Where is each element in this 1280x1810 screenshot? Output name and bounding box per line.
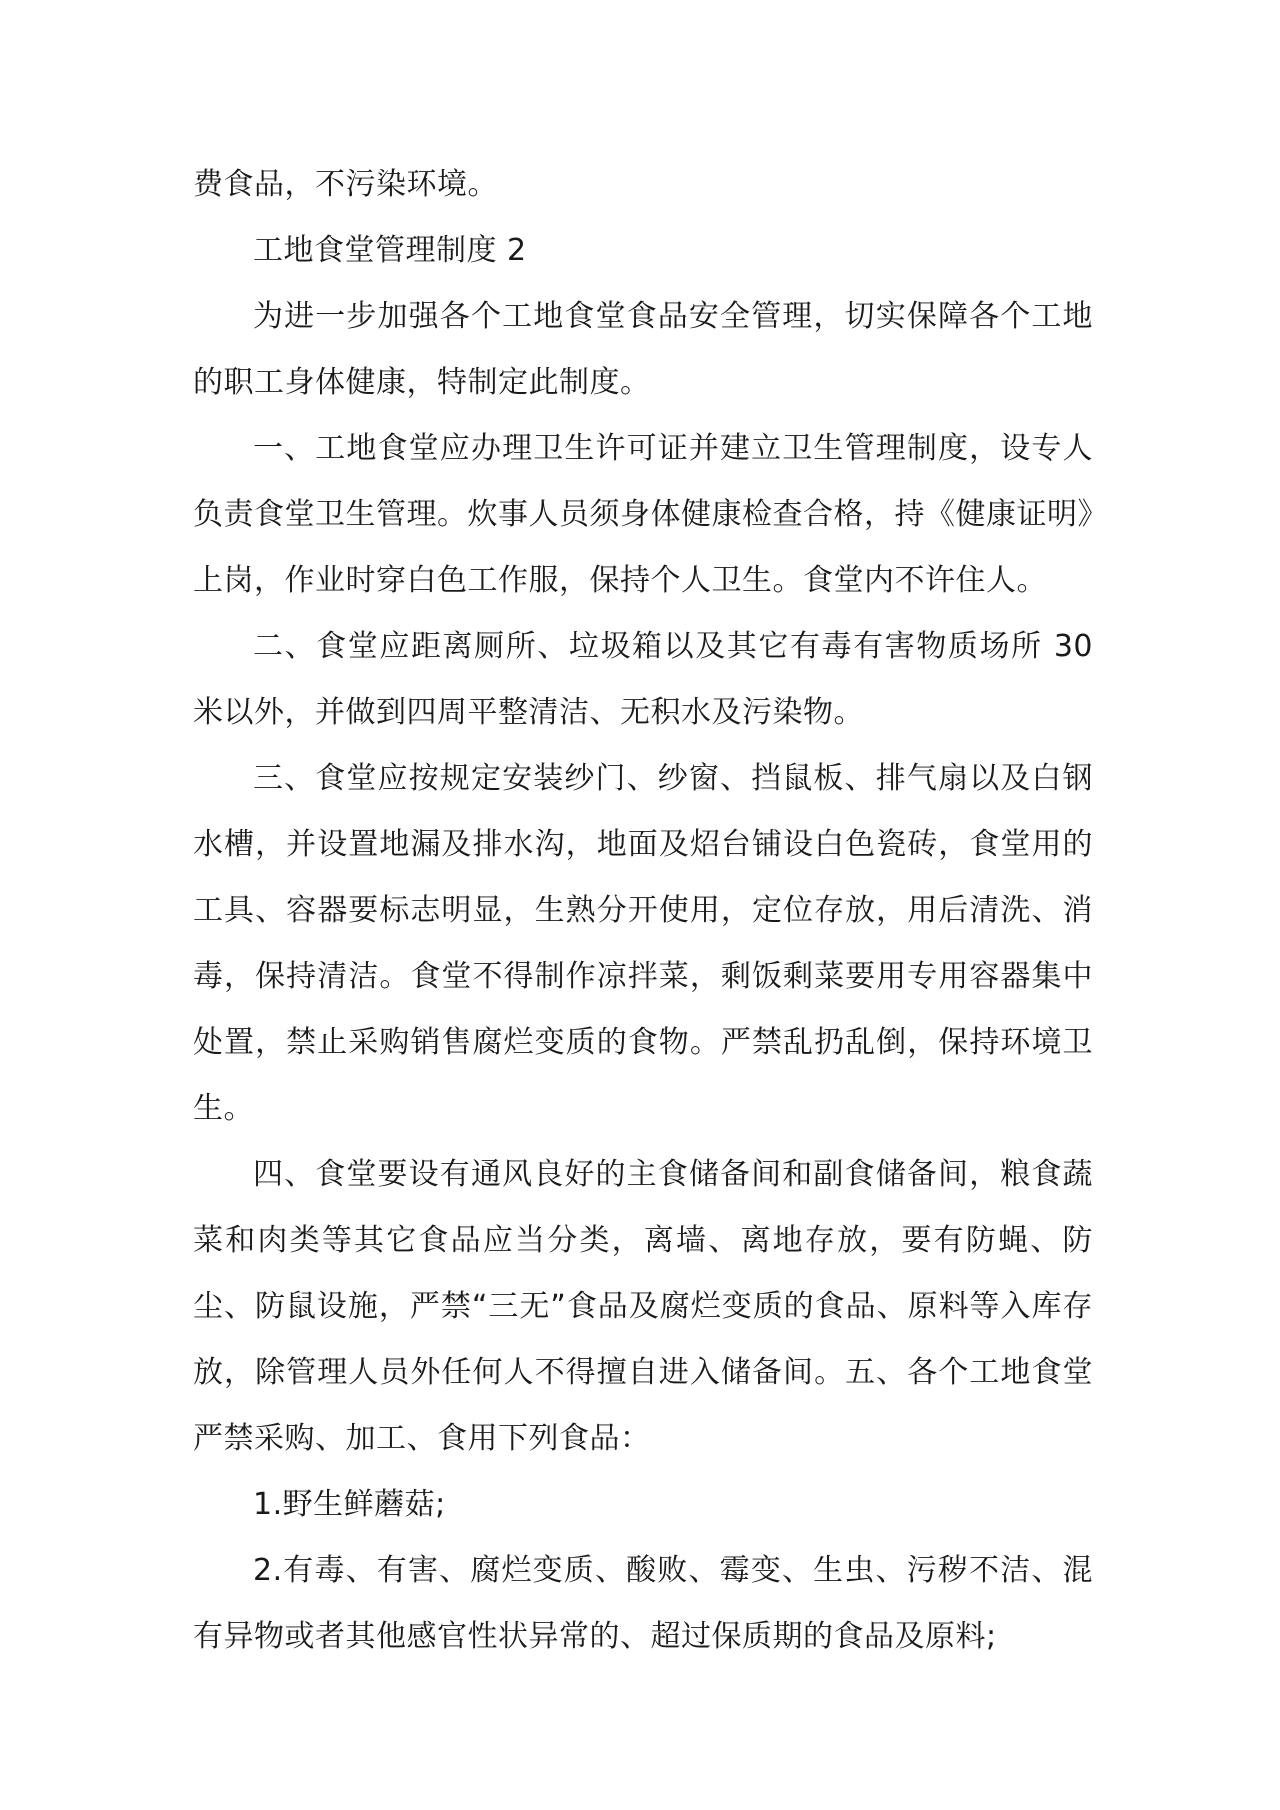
paragraph-item-1: 一、工地食堂应办理卫生许可证并建立卫生管理制度，设专人负责食堂卫生管理。炊事人员须身体健康检查合格，持《健康证明》上岗，作业时穿白色工作服，保持个人卫生。食堂内不许住人。 bbox=[193, 431, 1093, 598]
paragraph-continuation: 费食品，不污染环境。 bbox=[193, 167, 498, 202]
document-body bbox=[193, 152, 1093, 1670]
paragraph-item-2: 二、食堂应距离厕所、垃圾箱以及其它有毒有害物质场所 30 米以外，并做到四周平整清洁、无积水及污染物。 bbox=[193, 629, 1093, 730]
paragraph-item-4: 四、食堂要设有通风良好的主食储备间和副食储备间，粮食蔬菜和肉类等其它食品应当分类，离墙、离地存放，要有防蝇、防尘、防鼠设施，严禁“三无”食品及腐烂变质的食品、原料等入库存放，除管理人员外任何人不得擅自进入储备间。五、各个工地食堂严禁采购、加工、食用下列食品： bbox=[193, 1157, 1093, 1456]
list-item: 1.野生鲜蘑菇; bbox=[253, 1487, 446, 1522]
paragraph-item-3: 三、食堂应按规定安装纱门、纱窗、挡鼠板、排气扇以及白钢水槽，并设置地漏及排水沟，地面及炤台铺设白色瓷砖，食堂用的工具、容器要标志明显，生熟分开使用，定位存放，用后清洗、消毒，保持清洁。食堂不得制作凉拌菜，剩饭剩菜要用专用容器集中处置，禁止采购销售腐烂变质的食物。严禁乱扔乱倒，保持环境卫生。 bbox=[193, 761, 1093, 1126]
paragraph-intro: 为进一步加强各个工地食堂食品安全管理，切实保障各个工地的职工身体健康，特制定此制度。 bbox=[193, 299, 1093, 400]
section-heading: 工地食堂管理制度 2 bbox=[253, 233, 527, 268]
list-item: 2.有毒、有害、腐烂变质、酸败、霉变、生虫、污秽不洁、混有异物或者其他感官性状异常的、超过保质期的食品及原料; bbox=[193, 1553, 1093, 1654]
